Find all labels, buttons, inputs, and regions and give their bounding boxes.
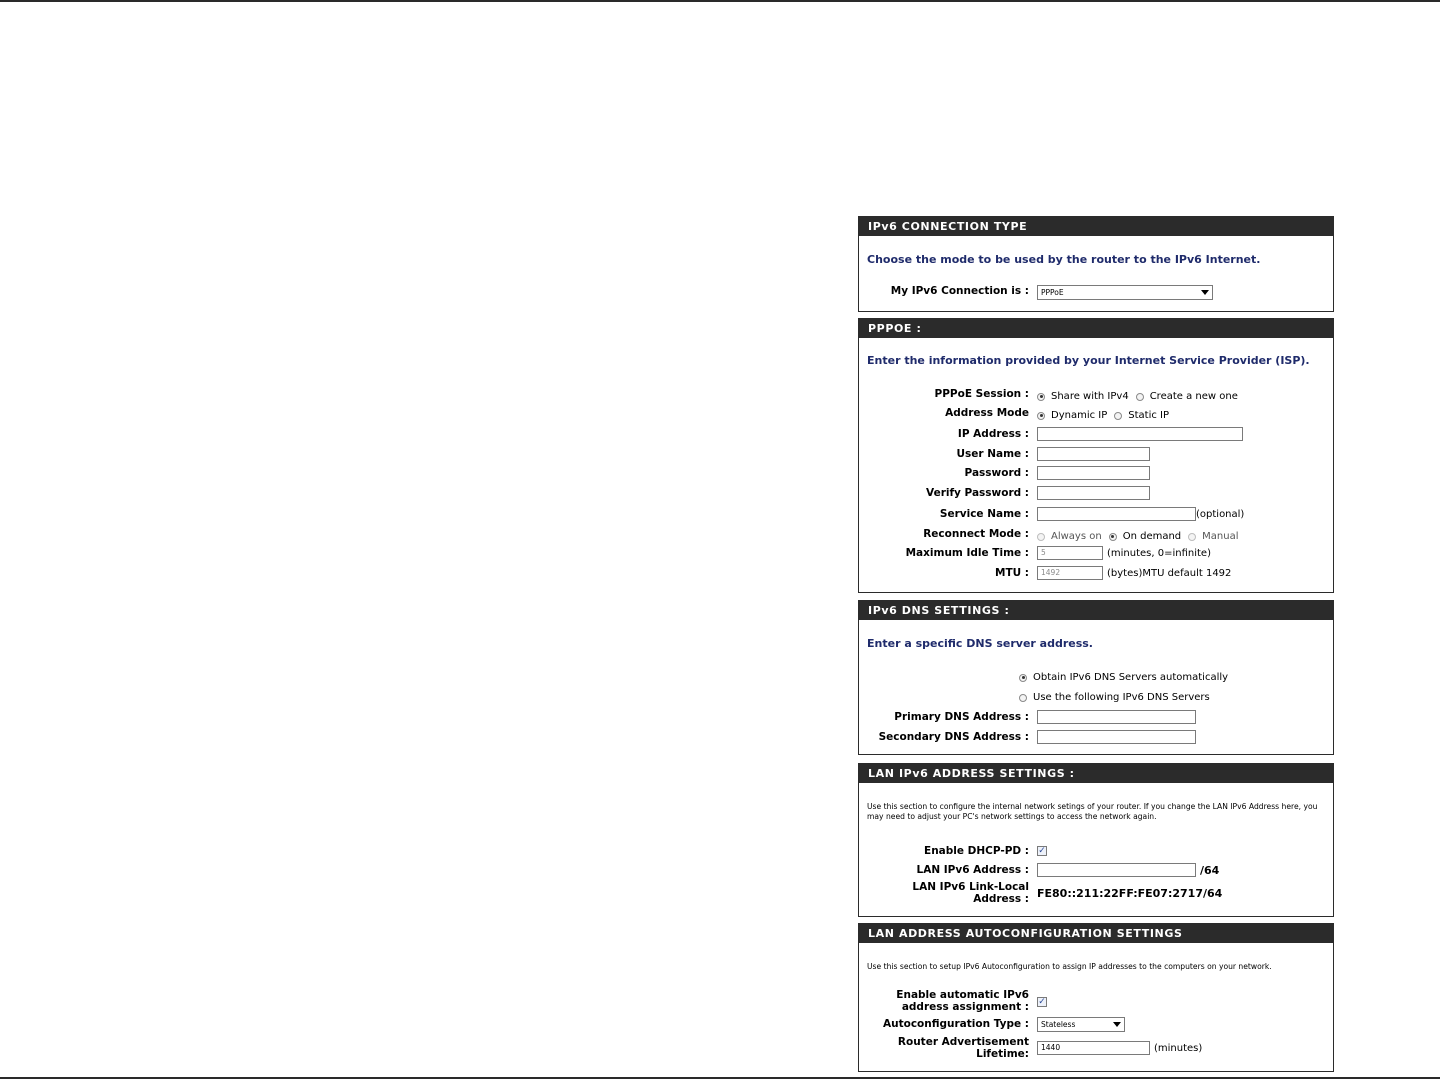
pppoe-session-new-radio[interactable] xyxy=(1136,393,1144,401)
autoconfig-note: Use this section to setup IPv6 Autoconfiguration to assign IP addresses to the computers on your network. xyxy=(867,962,1272,971)
password-input[interactable] xyxy=(1037,466,1150,480)
ipv6-connection-type-panel xyxy=(858,216,1334,312)
panel-intro: Choose the mode to be used by the router to the IPv6 Internet. xyxy=(867,253,1261,266)
address-mode-label: Address Mode xyxy=(945,407,1029,419)
ra-lifetime-input[interactable]: 1440 xyxy=(1037,1041,1150,1055)
auto-assign-row xyxy=(859,989,1335,1017)
service-name-row xyxy=(859,508,1335,526)
reconnect-manual-radio[interactable] xyxy=(1188,533,1196,541)
autoconfig-type-value: Stateless xyxy=(1041,1020,1076,1029)
address-mode-dynamic-label: Dynamic IP xyxy=(1051,410,1108,421)
address-mode-row xyxy=(859,407,1335,425)
dhcp-pd-label: Enable DHCP-PD : xyxy=(924,845,1029,857)
password-label: Password : xyxy=(964,467,1029,479)
max-idle-input[interactable]: 5 xyxy=(1037,546,1103,560)
secondary-dns-row xyxy=(859,731,1335,749)
autoconfig-type-select[interactable] xyxy=(1037,1017,1125,1032)
ip-address-input[interactable] xyxy=(1037,427,1243,441)
dns-manual-label: Use the following IPv6 DNS Servers xyxy=(1033,692,1210,703)
dns-manual-radio[interactable] xyxy=(1019,694,1027,702)
reconnect-ondemand-label: On demand xyxy=(1122,531,1182,542)
connection-type-row xyxy=(859,285,1335,303)
service-name-input[interactable] xyxy=(1037,507,1196,521)
lan-address-suffix: /64 xyxy=(1200,863,1220,877)
connection-type-select[interactable] xyxy=(1037,285,1213,300)
service-name-label: Service Name : xyxy=(939,508,1029,520)
auto-assign-label xyxy=(896,989,1029,1013)
user-name-row xyxy=(859,448,1335,466)
ra-lifetime-suffix: (minutes) xyxy=(1154,1042,1203,1054)
password-row xyxy=(859,467,1335,485)
connection-type-value: PPPoE xyxy=(1041,288,1064,297)
reconnect-manual-label: Manual xyxy=(1202,531,1239,542)
lan-ipv6-panel xyxy=(858,763,1334,917)
dns-auto-label: Obtain IPv6 DNS Servers automatically xyxy=(1033,672,1229,683)
max-idle-suffix: (minutes, 0=infinite) xyxy=(1107,547,1211,559)
link-local-value: FE80::211:22FF:FE07:2717/64 xyxy=(1037,887,1223,900)
address-mode-dynamic-radio[interactable] xyxy=(1037,412,1045,420)
reconnect-always-label: Always on xyxy=(1051,531,1102,542)
panel-header: IPv6 CONNECTION TYPE xyxy=(859,216,1333,236)
chevron-down-icon xyxy=(1113,1022,1121,1027)
ra-lifetime-label xyxy=(898,1036,1029,1060)
pppoe-session-share-label: Share with IPv4 xyxy=(1051,391,1129,402)
link-local-label-line2: Address : xyxy=(973,893,1029,905)
ra-lifetime-label-line2: Lifetime: xyxy=(976,1048,1029,1060)
pppoe-session-row xyxy=(859,388,1335,406)
auto-assign-label-line1: Enable automatic IPv6 xyxy=(896,989,1029,1001)
service-name-suffix: (optional) xyxy=(1196,508,1245,520)
ra-lifetime-row xyxy=(859,1036,1335,1064)
autoconfig-type-row xyxy=(859,1018,1335,1036)
lan-note: Use this section to configure the internal network setings of your router. If you change the LAN IPv6 Address here, you may need to adjust your PC's network settings to access the network again. xyxy=(867,802,1318,821)
pppoe-session-share-radio[interactable] xyxy=(1037,393,1045,401)
dns-auto-radio[interactable] xyxy=(1019,674,1027,682)
link-local-label-line1: LAN IPv6 Link-Local xyxy=(912,881,1029,893)
panel-header: LAN IPv6 ADDRESS SETTINGS : xyxy=(859,763,1333,783)
panel-header: IPv6 DNS SETTINGS : xyxy=(859,600,1333,620)
secondary-dns-label: Secondary DNS Address : xyxy=(878,731,1029,743)
lan-address-row xyxy=(859,864,1335,882)
autoconfig-type-label: Autoconfiguration Type : xyxy=(882,1018,1029,1030)
reconnect-mode-row xyxy=(859,528,1335,546)
panel-header: LAN ADDRESS AUTOCONFIGURATION SETTINGS xyxy=(859,923,1333,943)
pppoe-session-new-label: Create a new one xyxy=(1149,391,1238,402)
dhcp-pd-checkbox[interactable]: ✓ xyxy=(1038,846,1046,856)
max-idle-row xyxy=(859,547,1335,565)
reconnect-mode-label: Reconnect Mode : xyxy=(923,528,1029,540)
address-mode-static-label: Static IP xyxy=(1128,410,1170,421)
lan-address-input[interactable] xyxy=(1037,863,1196,877)
secondary-dns-input[interactable] xyxy=(1037,730,1196,744)
panel-intro: Enter the information provided by your Internet Service Provider (ISP). xyxy=(867,354,1310,367)
top-rule xyxy=(0,0,1440,2)
pppoe-panel xyxy=(858,318,1334,593)
ra-lifetime-label-line1: Router Advertisement xyxy=(897,1036,1029,1048)
chevron-down-icon xyxy=(1201,290,1209,295)
auto-assign-checkbox[interactable]: ✓ xyxy=(1038,997,1046,1007)
lan-address-label: LAN IPv6 Address : xyxy=(916,864,1029,876)
bottom-rule xyxy=(0,1077,1440,1079)
verify-password-row xyxy=(859,487,1335,505)
mtu-input[interactable]: 1492 xyxy=(1037,566,1103,580)
primary-dns-input[interactable] xyxy=(1037,710,1196,724)
reconnect-always-radio[interactable] xyxy=(1037,533,1045,541)
address-mode-static-radio[interactable] xyxy=(1114,412,1122,420)
autoconfig-panel xyxy=(858,923,1334,1072)
auto-assign-label-line2: address assignment : xyxy=(901,1001,1029,1013)
panel-intro: Enter a specific DNS server address. xyxy=(867,637,1093,650)
link-local-row xyxy=(859,881,1335,909)
ip-address-row xyxy=(859,428,1335,446)
verify-password-label: Verify Password : xyxy=(926,487,1029,499)
user-name-label: User Name : xyxy=(956,448,1029,460)
user-name-input[interactable] xyxy=(1037,447,1150,461)
mtu-row xyxy=(859,567,1335,585)
dhcp-pd-row xyxy=(859,845,1335,863)
pppoe-session-label: PPPoE Session : xyxy=(934,388,1029,400)
mtu-suffix: (bytes)MTU default 1492 xyxy=(1107,567,1232,579)
panel-header: PPPOE : xyxy=(859,318,1333,338)
reconnect-ondemand-radio[interactable] xyxy=(1109,533,1117,541)
primary-dns-row xyxy=(859,711,1335,729)
mtu-label: MTU : xyxy=(995,567,1029,579)
connection-type-label: My IPv6 Connection is : xyxy=(890,285,1029,297)
verify-password-input[interactable] xyxy=(1037,486,1150,500)
link-local-label xyxy=(912,881,1029,905)
ipv6-dns-panel xyxy=(858,600,1334,755)
dns-manual-row xyxy=(859,692,1335,710)
primary-dns-label: Primary DNS Address : xyxy=(894,711,1029,723)
ip-address-label: IP Address : xyxy=(957,428,1029,440)
dns-auto-row xyxy=(859,672,1335,690)
max-idle-label: Maximum Idle Time : xyxy=(905,547,1029,559)
